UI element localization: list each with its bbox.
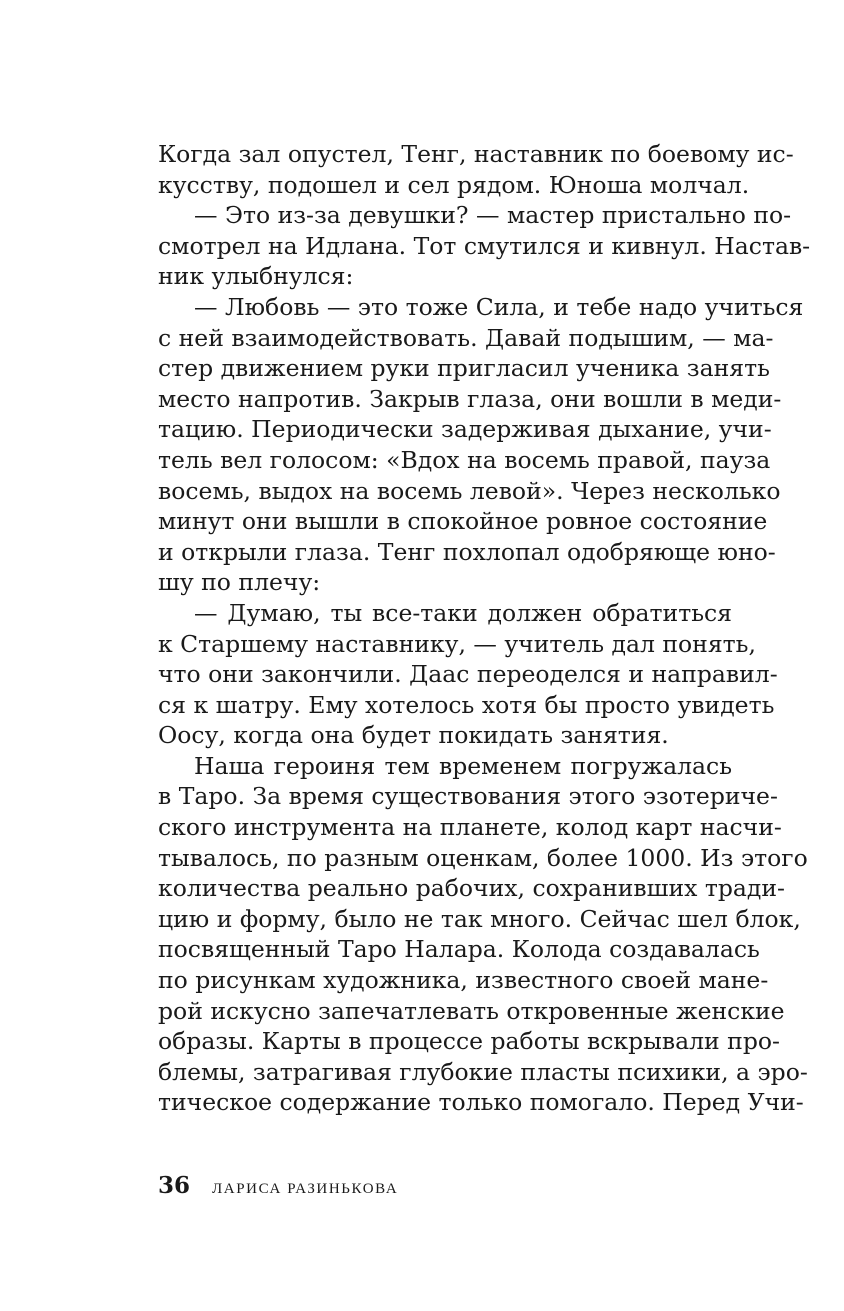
text-line: рой искусно запечатлевать откровенные женские xyxy=(158,996,785,1025)
text-line: тывалось, по разным оценкам, более 1000. Из этого xyxy=(158,843,808,872)
text-line: Когда зал опустел, Тенг, наставник по боевому ис- xyxy=(158,140,794,168)
text-line: к Старшему наставнику, — учитель дал понять, xyxy=(158,629,756,658)
text-line: ся к шатру. Ему хотелось хотя бы просто увидеть xyxy=(158,690,775,719)
text-line: цию и форму, было не так много. Сейчас шел блок, xyxy=(158,904,801,933)
text-line: блемы, затрагивая глубокие пласты психики, а эро- xyxy=(158,1057,808,1086)
page-number: 36 xyxy=(158,1172,191,1199)
text-line: восемь, выдох на восемь левой». Через несколько xyxy=(158,476,781,505)
text-line: посвященный Таро Налара. Колода создавалась xyxy=(158,935,760,964)
text-line: количества реально рабочих, сохранивших тради- xyxy=(158,874,785,903)
text-line: шу по плечу: xyxy=(158,568,321,597)
text-line: по рисункам художника, известного своей мане- xyxy=(158,966,769,995)
text-line: образы. Карты в процессе работы вскрывали про- xyxy=(158,1027,780,1056)
page-footer xyxy=(158,1172,398,1202)
text-line: тическое содержание только помогало. Перед Учи- xyxy=(158,1088,804,1117)
text-line: и открыли глаза. Тенг похлопал одобряюще юно- xyxy=(158,537,776,566)
body-text xyxy=(158,139,811,1118)
text-line: Оосу, когда она будет покидать занятия. xyxy=(158,721,669,750)
text-line: минут они вышли в спокойное ровное состояние xyxy=(158,507,768,536)
text-line: с ней взаимодействовать. Давай подышим, — ма- xyxy=(158,323,774,352)
text-line: ского инструмента на планете, колод карт насчи- xyxy=(158,813,782,842)
running-head-author: ЛАРИСА РАЗИНЬКОВА xyxy=(212,1181,399,1197)
text-line: стер движением руки пригласил ученика занять xyxy=(158,354,770,383)
text-line: ник улыбнулся: xyxy=(158,262,354,291)
text-line: тацию. Периодически задерживая дыхание, учи- xyxy=(158,415,772,444)
text-line: Наша героиня тем временем погружалась xyxy=(194,751,732,780)
text-line: — Любовь — это тоже Сила, и тебе надо учиться xyxy=(194,292,804,321)
text-line: место напротив. Закрыв глаза, они вошли в меди- xyxy=(158,384,782,413)
text-line: что они закончили. Даас переоделся и направил- xyxy=(158,660,778,689)
text-line: — Думаю, ты все-таки должен обратиться xyxy=(194,598,732,627)
text-line: кусству, подошел и сел рядом. Юноша молчал. xyxy=(158,170,750,199)
text-line: в Таро. За время существования этого эзотериче- xyxy=(158,782,778,811)
text-line: смотрел на Идлана. Тот смутился и кивнул. Настав- xyxy=(158,231,811,260)
text-line: — Это из-за девушки? — мастер пристально по- xyxy=(194,201,792,230)
text-line: тель вел голосом: «Вдох на восемь правой, пауза xyxy=(158,445,771,474)
